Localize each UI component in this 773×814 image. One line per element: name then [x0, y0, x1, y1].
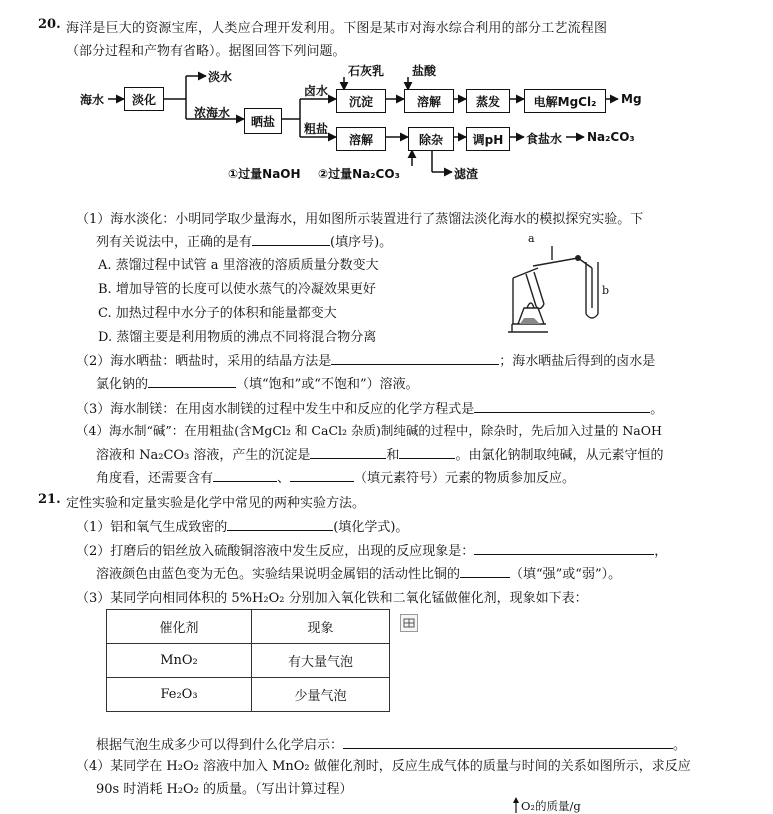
flow-fresh-water: 淡水	[208, 70, 233, 84]
flow-adjust-ph-box: 调pH	[466, 127, 510, 151]
table-tool-icon[interactable]	[400, 614, 418, 632]
answer-blank-q21-p3[interactable]	[343, 736, 673, 749]
flow-electrolysis-box: 电解MgCl₂	[524, 89, 606, 113]
apparatus-drawing	[488, 228, 618, 338]
flow-lime-milk: 石灰乳	[348, 64, 385, 78]
q21-number: 21.	[38, 492, 61, 507]
flow-salt-drying-box: 晒盐	[244, 108, 282, 134]
flow-seawater: 海水	[80, 93, 105, 107]
graph-y-label: O₂的质量/g	[521, 799, 581, 813]
q20-number: 20.	[38, 17, 61, 32]
flow-evaporate-box: 蒸发	[466, 89, 510, 113]
flow-crude-salt: 粗盐	[304, 122, 329, 136]
q20-p4-line3: 角度看，还需要含有 、 （填元素符号）元素的物质参加反应。	[96, 471, 576, 486]
q20-p2-line2: 氯化钠的 （填“饱和”或“不饱和”）溶液。	[96, 377, 419, 392]
answer-blank-q21-p1[interactable]	[227, 518, 333, 531]
table-cell: 有大量气泡	[252, 644, 390, 678]
flow-na2co3: Na₂CO₃	[587, 130, 635, 144]
table-cell: MnO₂	[107, 644, 252, 678]
flow-chart	[0, 0, 773, 200]
q20-stem-line1: 海洋是巨大的资源宝库，人类应合理开发利用。下图是某市对海水综合利用的部分工艺流程图	[66, 21, 608, 36]
y-axis-arrow-icon	[512, 797, 520, 813]
q21-p1: （1）铝和氧气生成致密的 (填化学式)。	[76, 520, 409, 535]
q21-stem: 定性实验和定量实验是化学中常见的两种实验方法。	[66, 496, 366, 511]
flow-brine: 卤水	[304, 84, 329, 98]
q20-p3: （3）海水制镁：在用卤水制镁的过程中发生中和反应的化学方程式是 。	[76, 402, 664, 417]
answer-blank-p2b[interactable]	[148, 375, 236, 388]
q20-option-d: D. 蒸馏主要是利用物质的沸点不同将混合物分离	[98, 330, 377, 345]
q21-p3-question: 根据气泡生成多少可以得到什么化学启示： 。	[96, 738, 687, 753]
flow-conc-seawater: 浓海水	[194, 106, 231, 120]
table-row	[107, 678, 390, 712]
flow-hcl: 盐酸	[412, 64, 437, 78]
answer-blank-p1[interactable]	[252, 233, 330, 246]
q20-option-a: A. 蒸馏过程中试管 a 里溶液的溶质质量分数变大	[98, 258, 379, 273]
answer-blank-q21-p2a[interactable]	[474, 542, 654, 555]
answer-blank-p4d[interactable]	[290, 469, 354, 482]
q21-p4-line2: 90s 时消耗 H₂O₂ 的质量。（写出计算过程）	[96, 782, 353, 797]
table-header-catalyst: 催化剂	[107, 610, 252, 644]
flow-desal-box: 淡化	[124, 87, 164, 111]
distillation-apparatus	[488, 228, 618, 338]
flow-remove-impurity-box: 除杂	[408, 127, 454, 151]
flow-precipitate-box: 沉淀	[336, 89, 386, 113]
flow-dissolve2-box: 溶解	[336, 127, 386, 151]
table-header-phenomenon: 现象	[252, 610, 390, 644]
q20-p4-line2: 溶液和 Na₂CO₃ 溶液，产生的沉淀是 和 。由氯化钠制取纯碱，从元素守恒的	[96, 448, 664, 463]
q20-p2-line1: （2）海水晒盐：晒盐时，采用的结晶方法是 ；海水晒盐后得到的卤水是	[76, 354, 656, 369]
flow-brine-nacl: 食盐水	[526, 132, 563, 146]
flow-reagent1: ①过量NaOH	[228, 167, 301, 181]
apparatus-label-a: a	[528, 232, 535, 245]
answer-blank-p4b[interactable]	[399, 446, 455, 459]
table-cell: 少量气泡	[252, 678, 390, 712]
q21-p2-line1: （2）打磨后的铝丝放入硫酸铜溶液中发生反应，出现的反应现象是： ，	[76, 544, 668, 559]
answer-blank-p3[interactable]	[474, 400, 650, 413]
answer-blank-p4c[interactable]	[213, 469, 277, 482]
q20-p1-line2: 列有关说法中，正确的是有 (填序号)。	[96, 235, 393, 250]
table-header-row	[107, 610, 390, 644]
answer-blank-q21-p2b[interactable]	[460, 565, 510, 578]
answer-blank-p2a[interactable]	[331, 352, 499, 365]
flow-dissolve1-box: 溶解	[404, 89, 454, 113]
q21-p4-line1: （4）某同学在 H₂O₂ 溶液中加入 MnO₂ 做催化剂时，反应生成气体的质量与时间的关系如图所示，求反应	[76, 759, 691, 774]
q20-p1-line1: （1）海水淡化：小明同学取少量海水，用如图所示装置进行了蒸馏法淡化海水的模拟探究实验。下	[76, 212, 644, 227]
flow-filter-residue: 滤渣	[454, 167, 479, 181]
q20-option-c: C. 加热过程中水分子的体积和能量都变大	[98, 306, 337, 321]
answer-blank-p4a[interactable]	[310, 446, 386, 459]
flow-reagent2: ②过量Na₂CO₃	[318, 167, 400, 181]
q20-p4-line1: （4）海水制“碱”：在用粗盐(含MgCl₂ 和 CaCl₂ 杂质)制纯碱的过程中，除杂时，先后加入过量的 NaOH	[76, 423, 662, 438]
q20-stem-line2: （部分过程和产物有省略）。据图回答下列问题。	[66, 44, 346, 59]
flow-mg: Mg	[621, 92, 642, 106]
catalyst-table	[106, 609, 390, 712]
table-cell: Fe₂O₃	[107, 678, 252, 712]
apparatus-label-b: b	[602, 284, 610, 297]
table-row	[107, 644, 390, 678]
q21-p3: （3）某同学向相同体积的 5%H₂O₂ 分别加入氧化铁和二氧化锰做催化剂，现象如下表：	[76, 591, 588, 606]
q20-option-b: B. 增加导管的长度可以使水蒸气的冷凝效果更好	[98, 282, 376, 297]
q21-p2-line2: 溶液颜色由蓝色变为无色。实验结果说明金属铝的活动性比铜的 （填“强”或“弱”）。	[96, 567, 622, 582]
